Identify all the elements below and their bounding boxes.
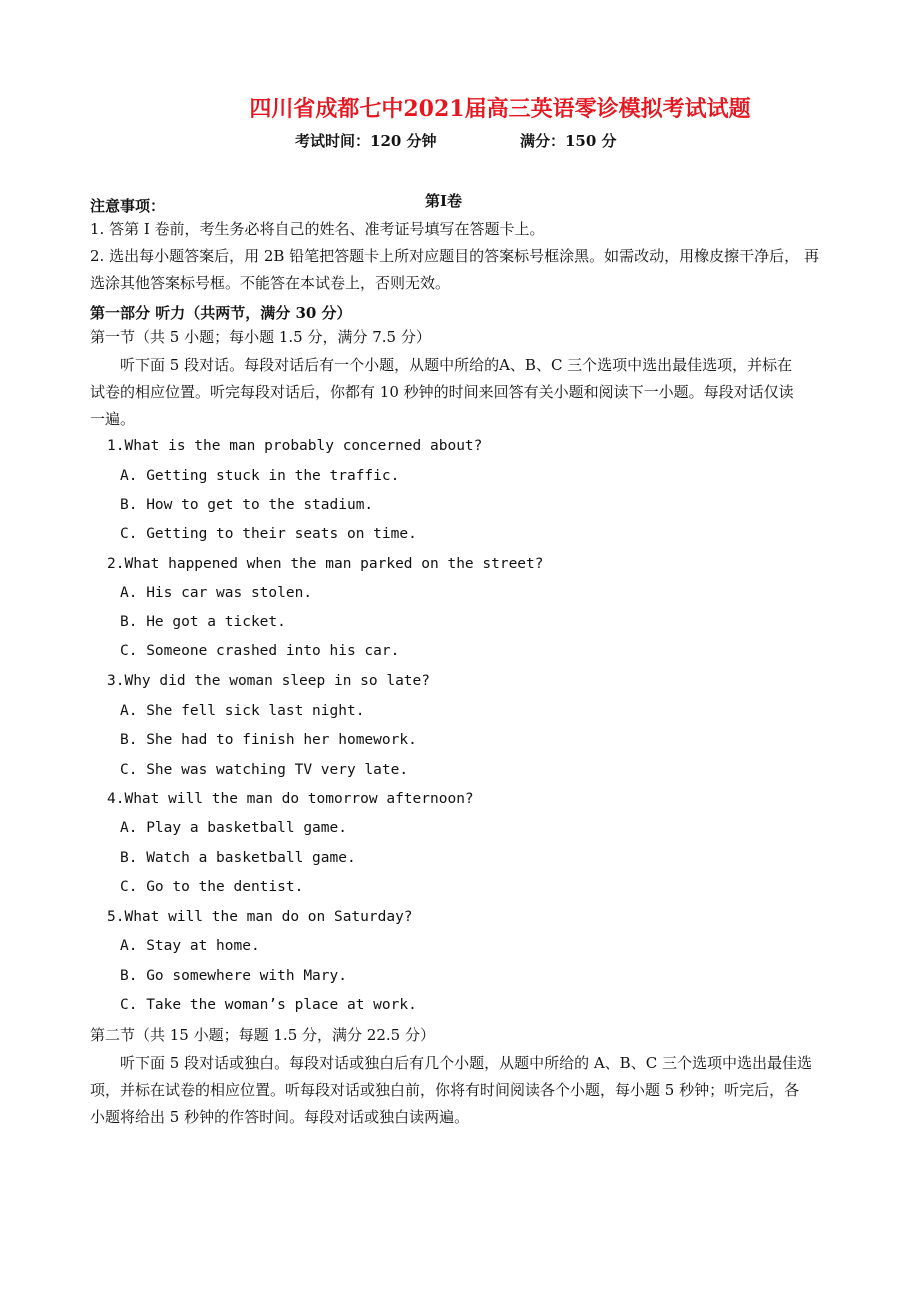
question-2-option-c: C. Someone crashed into his car. [120, 643, 400, 659]
question-4-option-b: B. Watch a basketball game. [120, 850, 356, 866]
question-3-option-a: A. She fell sick last night. [120, 703, 365, 719]
exam-score: 满分：150 分 [520, 132, 617, 150]
part1-heading: 第一部分 听力（共两节，满分 30 分） [90, 304, 352, 322]
volume-label: 第I卷 [425, 192, 463, 210]
question-2-option-a: A. His car was stolen. [120, 585, 313, 601]
question-5-stem: 5.What will the man do on Saturday? [107, 909, 413, 925]
question-4-stem: 4.What will the man do tomorrow afternoon? [107, 791, 474, 807]
question-2-option-b: B. He got a ticket. [120, 614, 286, 630]
question-2-stem: 2.What happened when the man parked on the street? [107, 556, 544, 572]
section1-heading: 第一节（共 5 小题；每小题 1.5 分，满分 7.5 分） [90, 328, 431, 346]
question-1-stem: 1.What is the man probably concerned about? [107, 438, 483, 454]
section2-heading: 第二节（共 15 小题；每题 1.5 分，满分 22.5 分） [90, 1026, 435, 1044]
notice-item-1: 1. 答第 I 卷前，考生务必将自己的姓名、准考证号填写在答题卡上。 [90, 220, 545, 238]
question-4-option-c: C. Go to the dentist. [120, 879, 304, 895]
section1-instruction-line-3: 一遍。 [90, 410, 136, 428]
question-3-option-c: C. She was watching TV very late. [120, 762, 409, 778]
question-4-option-a: A. Play a basketball game. [120, 820, 347, 836]
exam-title: 四川省成都七中2021届高三英语零诊模拟考试试题 [249, 96, 751, 122]
section1-instruction-line-2: 试卷的相应位置。听完每段对话后，你都有 10 秒钟的时间来回答有关小题和阅读下一小题。每段对话仅读 [90, 383, 794, 401]
exam-time: 考试时间：120 分钟 [295, 132, 437, 150]
section2-instruction-line-2: 项，并标在试卷的相应位置。听每段对话或独白前，你将有时间阅读各个小题，每小题 5 秒钟；听完后，各 [90, 1081, 800, 1099]
question-3-option-b: B. She had to finish her homework. [120, 732, 417, 748]
notice-item-2-line-1: 2. 选出每小题答案后，用 2B 铅笔把答题卡上所对应题目的答案标号框涂黑。如需改动，用橡皮擦干净后， 再 [90, 247, 819, 265]
question-1-option-a: A. Getting stuck in the traffic. [120, 468, 400, 484]
question-5-option-b: B. Go somewhere with Mary. [120, 968, 347, 984]
section1-instruction-line-1: 听下面 5 段对话。每段对话后有一个小题，从题中所给的A、B、C 三个选项中选出最佳选项，并标在 [120, 356, 793, 374]
question-3-stem: 3.Why did the woman sleep in so late? [107, 673, 431, 689]
notice-heading: 注意事项： [90, 197, 166, 215]
question-5-option-a: A. Stay at home. [120, 938, 260, 954]
section2-instruction-line-1: 听下面 5 段对话或独白。每段对话或独白后有几个小题，从题中所给的 A、B、C 三个选项中选出最佳选 [120, 1054, 812, 1072]
notice-item-2-line-2: 选涂其他答案标号框。不能答在本试卷上，否则无效。 [90, 274, 451, 292]
question-1-option-c: C. Getting to their seats on time. [120, 526, 417, 542]
question-1-option-b: B. How to get to the stadium. [120, 497, 374, 513]
section2-instruction-line-3: 小题将给出 5 秒钟的作答时间。每段对话或独白读两遍。 [90, 1108, 470, 1126]
question-5-option-c: C. Take the woman’s place at work. [120, 997, 417, 1013]
